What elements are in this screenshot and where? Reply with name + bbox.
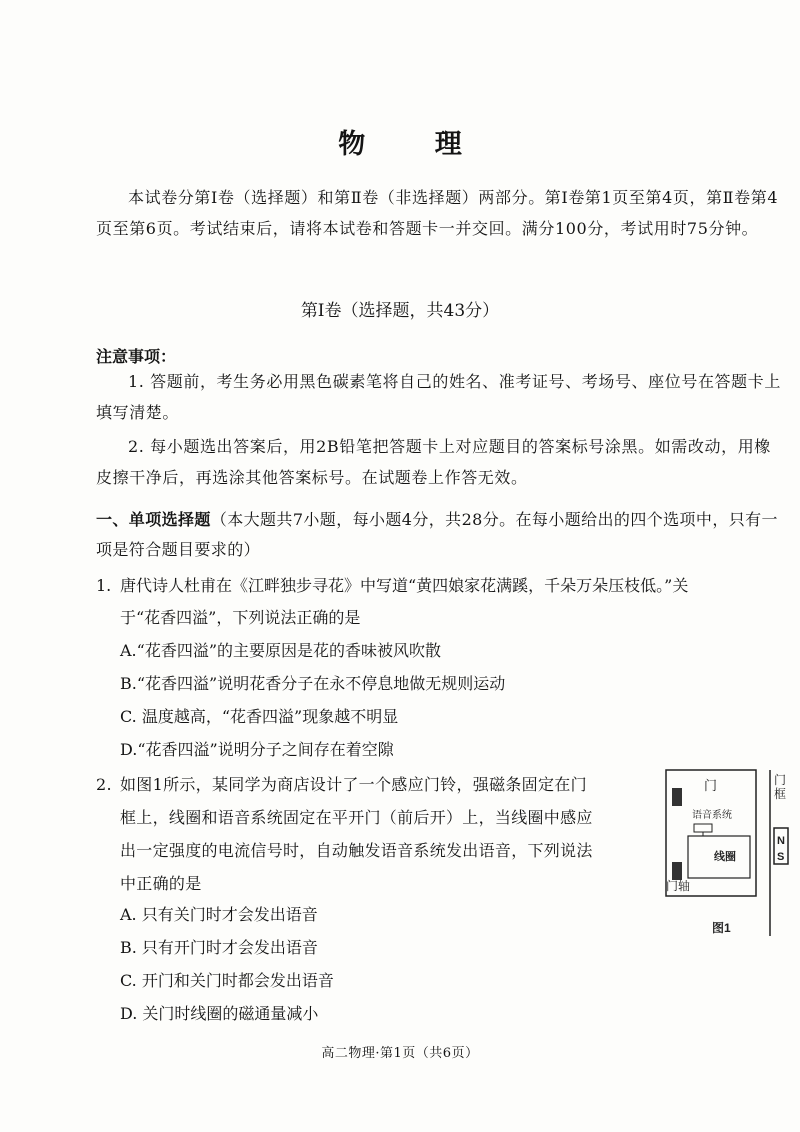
frame-label: 门 — [774, 773, 787, 787]
speech-system-box — [694, 824, 712, 832]
question-1 — [96, 570, 786, 766]
magnet-north: N — [777, 835, 785, 847]
question-stem: 唐代诗人杜甫在《江畔独步寻花》中写道“黄四娘家花满蹊，千朵万朵压枝低。”关 — [120, 576, 689, 595]
option-c: C. 开门和关门时都会发出语音 — [120, 971, 334, 990]
intro-paragraph: 本试卷分第Ⅰ卷（选择题）和第Ⅱ卷（非选择题）两部分。第Ⅰ卷第1页至第4页，第Ⅱ卷第4页至第6页。考试结束后，请将本试卷和答题卡一并交回。满分100分，考试用时75分钟。 — [96, 188, 779, 238]
option-c: C. 温度越高，“花香四溢”现象越不明显 — [120, 707, 399, 726]
notice-title: 注意事项： — [96, 347, 177, 366]
door-axis-label: 门轴 — [666, 879, 691, 893]
speech-system-label: 语音系统 — [692, 810, 732, 821]
door-label: 门 — [704, 778, 718, 793]
question-stem: 于“花香四溢”，下列说法正确的是 — [120, 608, 361, 627]
question-number: 2. — [96, 775, 112, 794]
option-d: D.“花香四溢”说明分子之间存在着空隙 — [120, 740, 394, 759]
option-b: B.“花香四溢”说明花香分子在永不停息地做无规则运动 — [120, 674, 506, 693]
frame-label: 框 — [774, 787, 787, 801]
hinge-top — [672, 788, 682, 806]
question-2 — [96, 768, 656, 900]
question-stem: 中正确的是 — [120, 874, 202, 893]
volume-heading: 第Ⅰ卷（选择题，共43分） — [300, 301, 500, 321]
magnet-south: S — [777, 851, 785, 863]
question-stem: 框上，线圈和语音系统固定在平开门（前后开）上，当线圈中感应 — [120, 808, 593, 827]
notice-item: 2. 每小题选出答案后，用2B铅笔把答题卡上对应题目的答案标号涂黑。如需改动，用橡皮擦干净后，再选涂其他答案标号。在试题卷上作答无效。 — [96, 437, 771, 487]
question-number: 1. — [96, 576, 112, 595]
option-a: A.“花香四溢”的主要原因是花的香味被风吹散 — [120, 641, 442, 660]
notice-item: 1. 答题前，考生务必用黑色碳素笔将自己的姓名、准考证号、考场号、座位号在答题卡上填写清楚。 — [96, 372, 781, 422]
option-b: B. 只有开门时才会发出语音 — [120, 938, 318, 957]
hinge-bottom — [672, 862, 682, 880]
figure-caption: 图1 — [712, 921, 731, 935]
coil-label: 线圈 — [714, 851, 736, 863]
page-footer: 高二物理·第1页（共6页） — [321, 1046, 479, 1061]
question-stem: 如图1所示，某同学为商店设计了一个感应门铃，强磁条固定在门 — [120, 775, 587, 794]
notice-list — [96, 366, 786, 496]
option-a: A. 只有关门时才会发出语音 — [120, 905, 318, 924]
figure-1-door-bell-diagram — [664, 766, 794, 946]
section-desc: （本大题共7小题，每小题4分，共28分。在每小题给出的四个选项中，只有一项是符合题目要求的） — [96, 510, 778, 559]
section-label: 一、单项选择题 — [96, 510, 211, 529]
section-heading — [96, 505, 786, 565]
question-2-options — [96, 898, 656, 1030]
page-title: 物 理 — [338, 129, 492, 160]
option-d: D. 关门时线圈的磁通量减小 — [120, 1004, 319, 1023]
question-stem: 出一定强度的电流信号时，自动触发语音系统发出语音，下列说法 — [120, 841, 593, 860]
